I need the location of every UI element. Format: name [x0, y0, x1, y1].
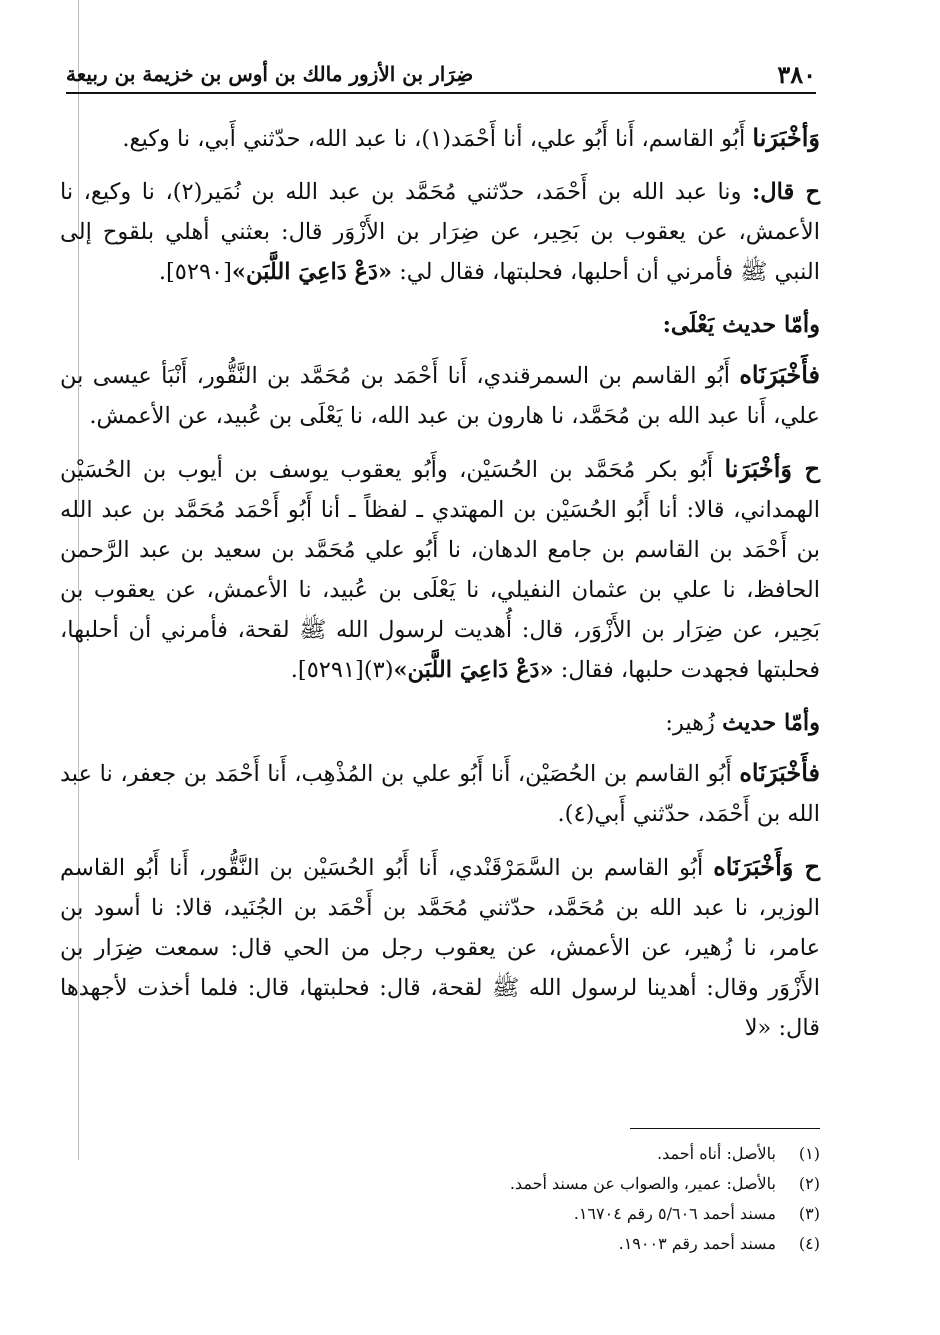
- footnote-text: مسند أحمد رقم ١٩٠٠٣.: [618, 1234, 776, 1253]
- paragraph-text: أَبُو القاسم بن السَّمَرْقَنْدي، أَنا أَبُو الحُسَيْن بن النَّقُّور، أَنا أَبُو القاسم الوزير، نا عبد الله بن مُحَمَّد، حدّثني مُحَمَّد بن أَحْمَد بن الجُنَيد، قالا: نا أسود بن عامر، نا زُهير، عن الأعمش، عن يعقوب رجل من الحي قال: سمعت ضِرَار بن الأَزْوَر وقال: أهدينا لرسول الله ﷺ لقحة، قال: فحلبتها، قال: فلما أخذت لأجهدها قال: «لا: [60, 855, 820, 1041]
- footnote-number: (١): [798, 1144, 820, 1163]
- paragraph-lead: ح وَأَخْبَرَنَاه: [713, 852, 820, 881]
- footnote-text: بالأصل: عمير، والصواب عن مسند أحمد.: [509, 1174, 776, 1193]
- paragraph-text: ونا عبد الله بن أَحْمَد، حدّثني مُحَمَّد بن عبد الله بن نُمَير(٢)، نا وكيع، نا الأعمش، عن يعقوب بن بَحِير، عن ضِرَار بن الأَزْوَر قال: بعثني أهلي بلقوح إلى النبي ﷺ فأمرني أن أحلبها، فحلبتها، فقال لي:: [60, 179, 820, 285]
- heading-lead: وأمّا حديث: [722, 312, 820, 338]
- paragraph: [60, 847, 820, 1048]
- paragraph: [60, 449, 820, 690]
- footnote-number: (٢): [798, 1174, 820, 1193]
- heading-lead: وأمّا حديث: [722, 710, 820, 736]
- footnote-number: (٤): [798, 1234, 820, 1253]
- paragraph-lead: ح وَأخْبَرَنا: [724, 454, 820, 483]
- main-text: [60, 118, 820, 1061]
- running-title: ضِرَار بن الأزور مالك بن أوس بن خزيمة بن ربيعة: [66, 62, 474, 86]
- paragraph-text: أَبُو القاسم، أَنا أَبُو علي، أنا أَحْمَد(١)، نا عبد الله، حدّثني أَبي، نا وكيع.: [122, 126, 753, 152]
- paragraph: [60, 172, 820, 292]
- section-heading: [60, 703, 820, 743]
- reference-number: (٣)[٥٢٩١].: [290, 657, 394, 683]
- paragraph-text: أَبُو القاسم بن السمرقندي، أَنا أَحْمَد بن مُحَمَّد بن النَّقُّور، أَنْبَأ عيسى بن علي، أَنا عبد الله بن مُحَمَّد، نا هارون بن عبد الله، نا يَعْلَى بن عُبيد، عن الأعمش.: [60, 363, 820, 429]
- paragraph: [60, 355, 820, 436]
- footnote-number: (٣): [798, 1204, 820, 1223]
- hadith-quote: «دَعْ دَاعِيَ اللَّبَن»: [393, 657, 554, 683]
- running-header: [66, 56, 816, 94]
- paragraph: [60, 753, 820, 834]
- heading-text: زُهير:: [665, 710, 723, 736]
- footnote-text: بالأصل: أناه أحمد.: [657, 1144, 776, 1163]
- footnote: [60, 1229, 820, 1259]
- heading-text: يَعْلَى:: [662, 312, 723, 338]
- paragraph-lead: ح قال:: [751, 179, 820, 205]
- footnote: [60, 1139, 820, 1169]
- paragraph: [60, 118, 820, 159]
- page-number: ٣٨٠: [777, 59, 816, 89]
- footnote: [60, 1199, 820, 1229]
- paragraph-lead: فأَخْبَرَنَاه: [739, 360, 820, 389]
- paragraph-lead: فأَخْبَرَنَاه: [739, 758, 820, 787]
- paragraph-lead: وَأخْبَرَنا: [752, 123, 820, 152]
- paragraph-text: أَبُو بكر مُحَمَّد بن الحُسَيْن، وأَبُو يعقوب يوسف بن أيوب بن الحُسَيْن الهمداني، قالا: أنا أَبُو الحُسَيْن بن المهتدي ـ لفظاً ـ أنا أَبُو أَحْمَد مُحَمَّد بن عبد الله بن أَحْمَد بن القاسم بن جامع الدهان، نا أَبُو علي مُحَمَّد بن سعيد بن عبد الرَّحمن الحافظ، نا علي بن عثمان النفيلي، نا يَعْلَى بن عُبيد، نا الأعمش، عن يعقوب بن بَحِير، عن ضِرَار بن الأَزْوَر، قال: أُهديت لرسول الله ﷺ لقحة، فأمرني أن أحلبها، فحلبتها فجهدت حلبها، فقال:: [60, 457, 820, 683]
- footnote: [60, 1169, 820, 1199]
- reference-number: [٥٢٩٠].: [158, 259, 232, 285]
- section-heading: [60, 305, 820, 345]
- hadith-quote: «دَعْ دَاعِيَ اللَّبَن»: [231, 259, 393, 285]
- footnote-text: مسند أحمد ٥/٦٠٦ رقم ١٦٧٠٤.: [573, 1204, 776, 1223]
- footnote-divider: [630, 1128, 820, 1129]
- footnotes: [60, 1128, 820, 1259]
- paragraph-text: أَبُو القاسم بن الحُصَيْن، أَنا أَبُو علي بن المُذْهِب، أَنا أَحْمَد بن جعفر، نا عبد الله بن أَحْمَد، حدّثني أَبي(٤).: [60, 761, 820, 827]
